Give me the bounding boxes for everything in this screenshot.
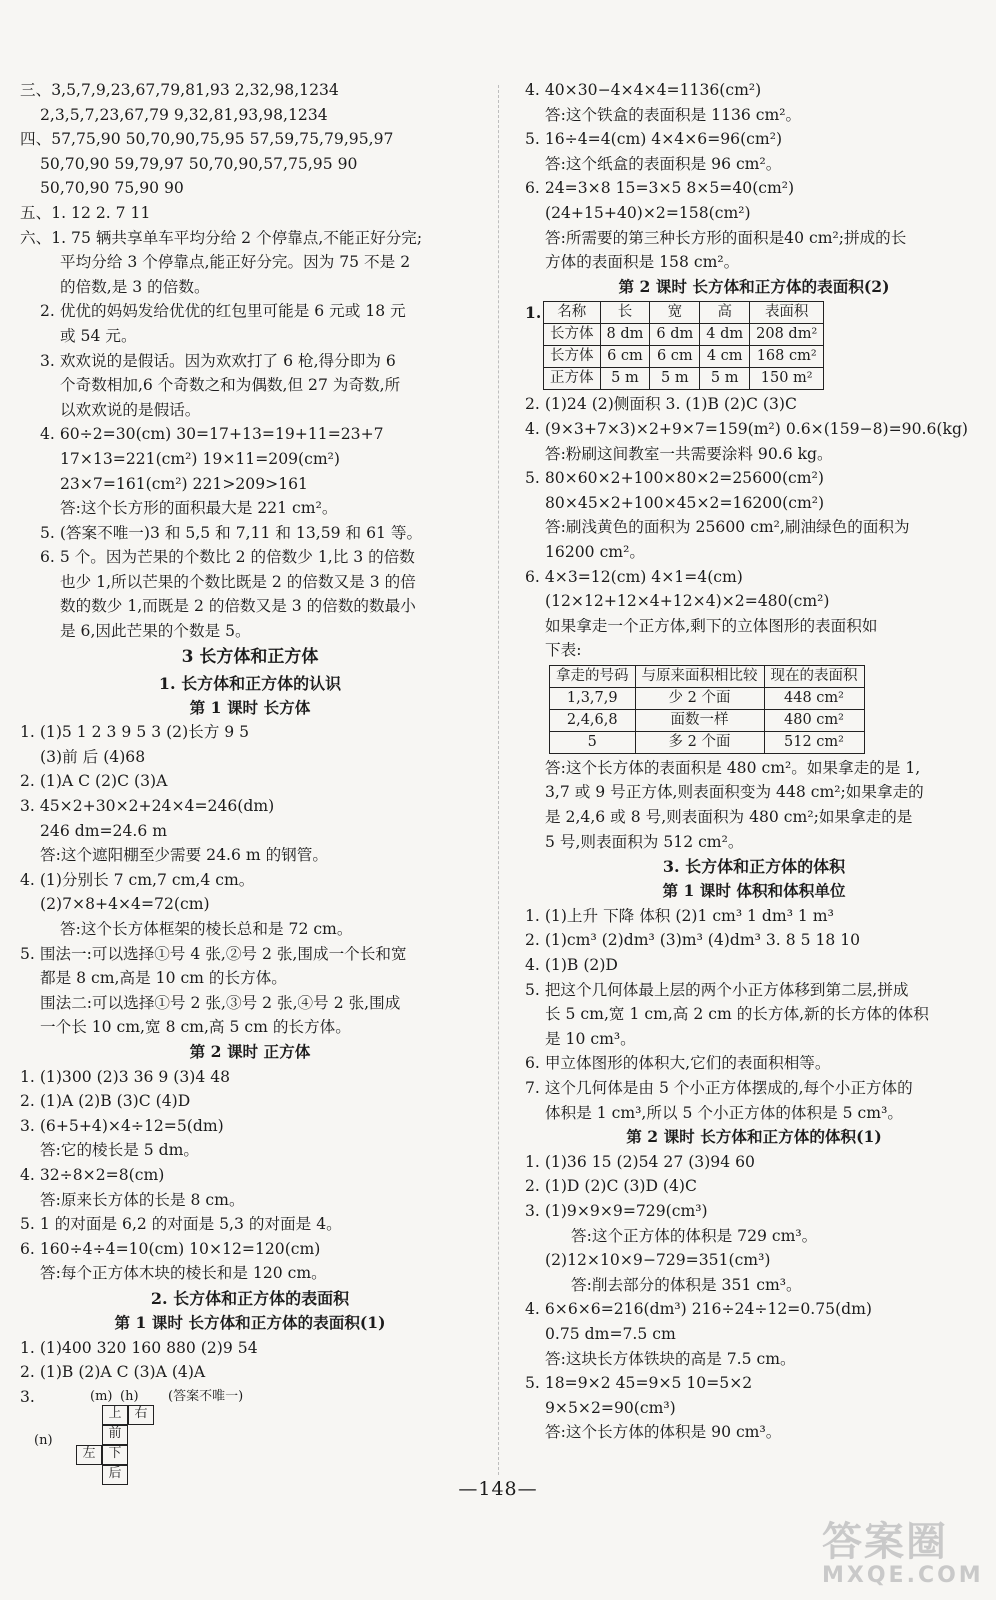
table-header-cell: 表面积 [750,302,824,324]
net-cell: 上 [102,1405,128,1425]
answer-line: 答:这个长方体框架的棱长总和是 72 cm。 [60,920,353,938]
answer-line: 以欢欢说的是假话。 [60,400,201,419]
answer-line: 5. 80×60×2+100×80×2=25600(cm²) [525,469,824,488]
table-cell: 正方体 [544,368,601,390]
answer-line: 5. 围法一:可以选择①号 4 张,②号 2 张,围成一个长和宽 [20,944,407,963]
answer-line: 6. 160÷4÷4=10(cm) 10×12=120(cm) [20,1239,321,1258]
answer-line: 3,7 或 9 号正方体,则表面积变为 448 cm²;如果拿走的 [545,783,924,802]
table-row [550,709,865,731]
table-cell: 5 m [650,368,700,390]
table-cell: 6 cm [650,346,700,368]
answer-line: 1. (1)上升 下降 体积 (2)1 cm³ 1 dm³ 1 m³ [525,906,834,925]
table-cell: 4 cm [700,346,750,368]
answer-line: 5. (答案不唯一)3 和 5,5 和 7,11 和 13,59 和 61 等。 [40,523,423,542]
answer-line: 1. (1)300 (2)3 36 9 (3)4 48 [20,1067,231,1086]
table-cell: 面数一样 [635,709,764,731]
table-row [544,346,824,368]
answer-line: 4. (9×3+7×3)×2+9×7=159(m²) 0.6×(159−8)=90.6(kg) [525,419,969,438]
removal-table [549,665,865,754]
table-cell: 长方体 [544,324,601,346]
answer-line: 答:刷浅黄色的面积为 25600 cm²,刷油绿色的面积为 [545,518,910,537]
question-number: 3. [20,1387,35,1406]
answer-line: 50,70,90 75,90 90 [40,179,184,198]
answer-line: 5. 16÷4=4(cm) 4×4×6=96(cm²) [525,130,783,149]
answer-line: 50,70,90 59,79,97 50,70,90,57,75,95 90 [40,154,358,173]
table-cell: 168 cm² [750,346,824,368]
left-column [20,78,480,1482]
answer-line: 23×7=161(cm²) 221>209>161 [60,474,308,493]
answer-line: 6. 甲立体图形的体积大,它们的表面积相等。 [525,1054,831,1073]
table-row [544,324,824,346]
section-heading: 3 长方体和正方体 [181,646,319,667]
table-header-cell: 高 [700,302,750,324]
net-cell: 下 [102,1445,128,1465]
table-cell: 2,4,6,8 [550,709,636,731]
answer-line: 2. (1)A C (2)C (3)A [20,772,168,791]
page-number: —148— [458,1478,538,1500]
answer-line: 4. 32÷8×2=8(cm) [20,1165,165,1184]
answer-line: 4. (1)B (2)D [525,956,618,975]
answer-line: 7. 这个几何体是由 5 个小正方体摆成的,每个小正方体的 [525,1079,913,1097]
table-cell: 6 dm [650,324,700,346]
answer-line: 246 dm=24.6 m [40,821,168,840]
section-heading: 3. 长方体和正方体的体积 [662,857,846,877]
net-cell: 左 [76,1445,102,1465]
table-cell: 5 m [700,368,750,390]
answer-line: (3)前 后 (4)68 [40,747,146,766]
answer-line: 6. 24=3×8 15=3×5 8×5=40(cm²) [525,179,795,198]
table-cell: 1,3,7,9 [550,687,636,709]
answer-line: 都是 8 cm,高是 10 cm 的长方体。 [40,969,287,988]
answer-line: 80×45×2+100×45×2=16200(cm²) [545,493,825,512]
answer-line: 9×5×2=90(cm³) [545,1398,676,1417]
section-heading: 第 1 课时 长方体 [189,697,311,717]
answer-line: 4. 40×30−4×4×4=1136(cm²) [525,81,762,99]
answer-line: 答:削去部分的体积是 351 cm³。 [571,1275,802,1294]
answer-line: (2)7×8+4×4=72(cm) [40,895,210,914]
answer-line: 答:这个长方形的面积最大是 221 cm²。 [60,499,338,518]
answer-line: 是 10 cm³。 [545,1029,636,1048]
net-cell: 后 [102,1465,128,1485]
table-cell: 8 dm [600,324,650,346]
table-row [550,731,865,753]
answer-line: 1. (1)36 15 (2)54 27 (3)94 60 [525,1152,755,1171]
answer-line: 数的数少 1,而既是 2 的倍数又是 3 的倍数的数最小 [60,597,416,616]
watermark-site: MXQE.COM [822,1563,984,1588]
answer-line: 答:这个铁盒的表面积是 1136 cm²。 [545,105,802,124]
table-header-cell: 与原来面积相比较 [635,665,764,687]
answer-line: 答:这个长方体的体积是 90 cm³。 [545,1423,782,1442]
answer-line: 0.75 dm=7.5 cm [545,1324,676,1343]
answer-line: 5. 把这个几何体最上层的两个小正方体移到第二层,拼成 [525,980,909,999]
right-column [525,78,983,1445]
table-header-cell: 拿走的号码 [550,665,636,687]
answer-line: 答:每个正方体木块的棱长和是 120 cm。 [40,1264,327,1283]
section-heading: 第 2 课时 长方体和正方体的体积(1) [626,1127,882,1147]
table-cell: 少 2 个面 [635,687,764,709]
answer-line: 是 6,因此芒果的个数是 5。 [60,622,251,641]
answer-line: 2. (1)A (2)B (3)C (4)D [20,1092,191,1111]
section-heading: 第 1 课时 长方体和正方体的表面积(1) [114,1312,386,1332]
answer-line: 答:这块长方体铁块的高是 7.5 cm。 [545,1349,796,1368]
answer-line: 5. 1 的对面是 6,2 的对面是 5,3 的对面是 4。 [20,1215,342,1234]
answer-line: 5. 18=9×2 45=9×5 10=5×2 [525,1374,753,1393]
answer-line: 方体的表面积是 158 cm²。 [545,253,740,272]
table-cell: 512 cm² [764,731,864,753]
answer-line: 长 5 cm,宽 1 cm,高 2 cm 的长方体,新的长方体的体积 [545,1005,929,1024]
table-header-cell: 现在的表面积 [764,665,864,687]
answer-line: 3. 欢欢说的是假话。因为欢欢打了 6 枪,得分即为 6 [40,351,396,370]
answer-line: 答:这个正方体的体积是 729 cm³。 [571,1226,818,1245]
section-heading: 2. 长方体和正方体的表面积 [150,1288,350,1308]
answer-line: 3. (6+5+4)×4÷12=5(dm) [20,1116,224,1135]
answer-line: 答:这个遮阳棚至少需要 24.6 m 的钢管。 [40,846,328,865]
table-cell: 5 [550,731,636,753]
answer-line: 答:它的棱长是 5 dm。 [40,1141,200,1160]
answer-line: 2. 优优的妈妈发给优优的红包里可能是 6 元或 18 元 [40,302,406,321]
answer-line: 答:所需要的第三种长方形的面积是40 cm²;拼成的长 [545,228,907,247]
table-header-cell: 名称 [544,302,601,324]
table-cell: 4 dm [700,324,750,346]
answer-line: 答:原来长方体的长是 8 cm。 [40,1190,245,1209]
answer-line: 1. (1)5 1 2 3 9 5 3 (2)长方 9 5 [20,723,250,742]
net-label: (n) [34,1432,53,1448]
net-cell [76,1405,102,1425]
table-cell: 208 dm² [750,324,824,346]
answer-line: 2. (1)B (2)A C (3)A (4)A [20,1363,206,1382]
answer-line: 6. 4×3=12(cm) 4×1=4(cm) [525,567,743,586]
answer-line: 答:这个长方体的表面积是 480 cm²。如果拿走的是 1, [545,758,921,777]
section-heading: 第 2 课时 长方体和正方体的表面积(2) [618,276,890,296]
net-cell [128,1445,154,1465]
column-divider [498,85,499,1475]
answer-line: 2,3,5,7,23,67,79 9,32,81,93,98,1234 [40,105,328,124]
answer-line: 围法二:可以选择①号 2 张,③号 2 张,④号 2 张,围成 [40,993,401,1012]
answer-line: 个奇数相加,6 个奇数之和为偶数,但 27 为奇数,所 [60,376,401,395]
net-label: (答案不唯一) [168,1388,244,1404]
answer-line: 17×13=221(cm²) 19×11=209(cm²) [60,449,340,468]
answer-line: 或 54 元。 [60,326,137,345]
section-heading: 第 2 课时 正方体 [189,1041,311,1061]
answer-line: 四、57,75,90 50,70,90,75,95 57,59,75,79,95,97 [20,130,394,149]
net-label: (m) [90,1388,113,1404]
table-cell: 6 cm [600,346,650,368]
answer-line: 也少 1,所以芒果的个数比既是 2 的倍数又是 3 的倍 [60,572,416,591]
answer-line: 的倍数,是 3 的倍数。 [60,277,210,296]
answer-line: 2. (1)24 (2)侧面积 3. (1)B (2)C (3)C [525,395,797,414]
answer-line: 一个长 10 cm,宽 8 cm,高 5 cm 的长方体。 [40,1018,351,1037]
net-cell: 前 [102,1425,128,1445]
net-cell [128,1425,154,1445]
table-cell: 长方体 [544,346,601,368]
table-cell: 150 m² [750,368,824,390]
watermark-mark: 答案圈 [822,1519,948,1565]
net-cell: 右 [128,1405,154,1425]
table-header-cell: 长 [600,302,650,324]
answer-line: 4. 6×6×6=216(dm³) 216÷24÷12=0.75(dm) [525,1300,873,1319]
answer-line: 是 2,4,6 或 8 号,则表面积为 480 cm²;如果拿走的是 [545,808,913,827]
net-label: (h) [120,1388,139,1404]
answer-line: 答:粉刷这间教室一共需要涂料 90.6 kg。 [545,444,833,463]
table-row [544,368,824,390]
table-row [550,687,865,709]
answer-line: 答:这个纸盒的表面积是 96 cm²。 [545,154,782,173]
answer-line: 六、1. 75 辆共享单车平均分给 2 个停靠点,不能正好分完; [20,228,423,247]
answer-line: 3. (1)9×9×9=729(cm³) [525,1201,708,1220]
answer-line: 如果拿走一个正方体,剩下的立体图形的表面积如 [545,616,878,635]
answer-line: 下表: [545,641,582,660]
answer-line: 1. (1)400 320 160 880 (2)9 54 [20,1338,258,1357]
answer-line: 4. (1)分别长 7 cm,7 cm,4 cm。 [20,870,255,889]
section-heading: 1. 长方体和正方体的认识 [158,673,342,693]
answer-line: 体积是 1 cm³,所以 5 个小正方体的体积是 5 cm³。 [545,1103,903,1122]
answer-line: (12×12+12×4+12×4)×2=480(cm²) [545,592,830,611]
answer-line: 3. 45×2+30×2+24×4=246(dm) [20,797,275,816]
answer-line: 6. 5 个。因为芒果的个数比 2 的倍数少 1,比 3 的倍数 [40,548,415,567]
question-number: 1. [525,303,542,323]
table-cell: 448 cm² [764,687,864,709]
table-cell: 5 m [600,368,650,390]
table-cell: 480 cm² [764,709,864,731]
table-cell: 多 2 个面 [635,731,764,753]
watermark-logo [822,1510,984,1590]
surface-area-table [543,301,824,390]
answer-line: (24+15+40)×2=158(cm²) [545,203,751,222]
section-heading: 第 1 课时 体积和体积单位 [662,881,846,901]
answer-line: 平均分给 3 个停靠点,能正好分完。因为 75 不是 2 [60,253,411,272]
answer-line: 5 号,则表面积为 512 cm²。 [545,832,744,851]
answer-line: 2. (1)cm³ (2)dm³ (3)m³ (4)dm³ 3. 8 5 18 10 [525,931,861,950]
answer-line: (2)12×10×9−729=351(cm³) [545,1251,771,1270]
cube-net-answer [20,1385,480,1482]
table-header-cell: 宽 [650,302,700,324]
answer-line: 五、1. 12 2. 7 11 [20,203,151,222]
answer-line: 16200 cm²。 [545,542,645,561]
answer-line: 2. (1)D (2)C (3)D (4)C [525,1177,697,1196]
answer-line: 三、3,5,7,9,23,67,79,81,93 2,32,98,1234 [20,81,339,99]
answer-line: 4. 60÷2=30(cm) 30=17+13=19+11=23+7 [40,425,384,444]
